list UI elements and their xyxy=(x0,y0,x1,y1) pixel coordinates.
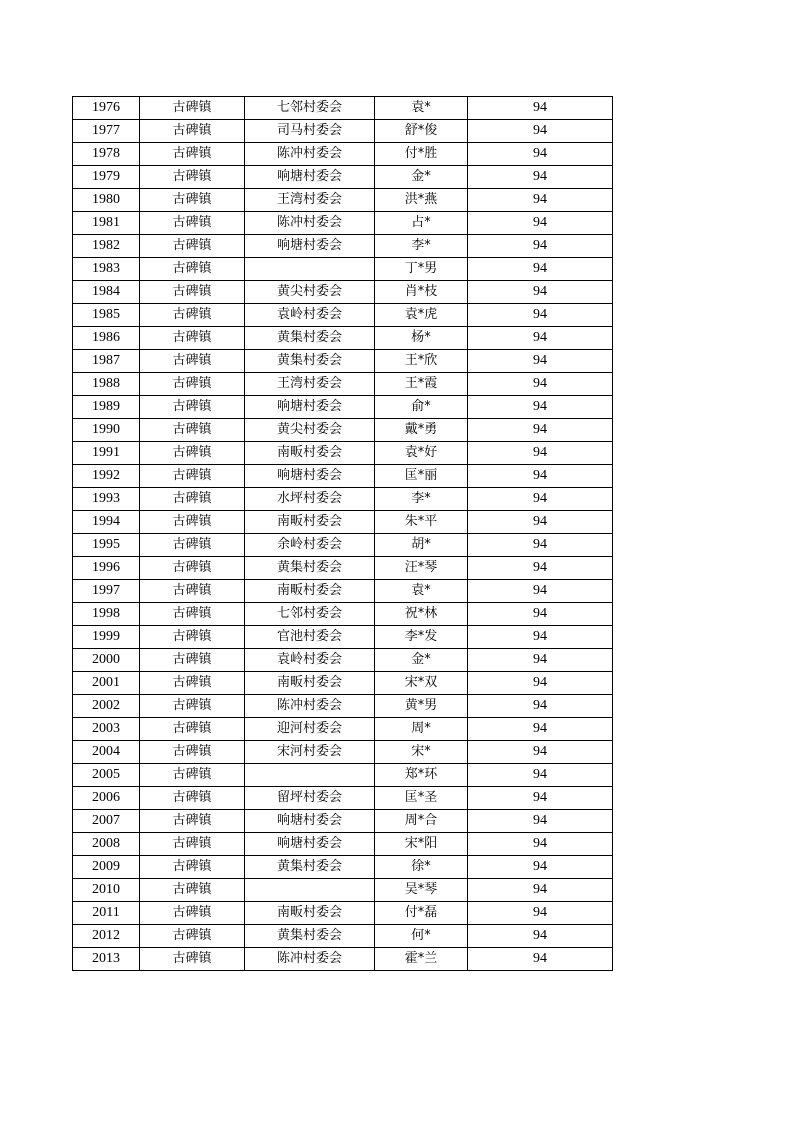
score-cell: 94 xyxy=(468,718,613,741)
person-name-cell: 匡*圣 xyxy=(375,787,468,810)
town-cell: 古碑镇 xyxy=(140,764,245,787)
town-cell: 古碑镇 xyxy=(140,189,245,212)
person-name-cell: 郑*环 xyxy=(375,764,468,787)
row-number-cell: 2013 xyxy=(73,948,140,971)
village-cell: 南畈村委会 xyxy=(245,580,375,603)
village-cell: 司马村委会 xyxy=(245,120,375,143)
score-cell: 94 xyxy=(468,189,613,212)
table-row xyxy=(73,396,613,419)
table-row xyxy=(73,534,613,557)
village-cell: 黄集村委会 xyxy=(245,925,375,948)
village-cell: 陈冲村委会 xyxy=(245,212,375,235)
village-cell: 响塘村委会 xyxy=(245,465,375,488)
score-cell: 94 xyxy=(468,488,613,511)
table-row xyxy=(73,488,613,511)
row-number-cell: 1985 xyxy=(73,304,140,327)
row-number-cell: 1986 xyxy=(73,327,140,350)
village-cell: 袁岭村委会 xyxy=(245,304,375,327)
person-name-cell: 袁*好 xyxy=(375,442,468,465)
town-cell: 古碑镇 xyxy=(140,810,245,833)
table-row xyxy=(73,442,613,465)
score-cell: 94 xyxy=(468,626,613,649)
score-cell: 94 xyxy=(468,695,613,718)
person-name-cell: 袁*虎 xyxy=(375,304,468,327)
town-cell: 古碑镇 xyxy=(140,442,245,465)
town-cell: 古碑镇 xyxy=(140,718,245,741)
person-name-cell: 付*磊 xyxy=(375,902,468,925)
table-row xyxy=(73,97,613,120)
person-name-cell: 霍*兰 xyxy=(375,948,468,971)
village-cell: 宋河村委会 xyxy=(245,741,375,764)
row-number-cell: 2003 xyxy=(73,718,140,741)
score-cell: 94 xyxy=(468,580,613,603)
person-name-cell: 肖*枝 xyxy=(375,281,468,304)
person-name-cell: 李* xyxy=(375,488,468,511)
person-name-cell: 付*胜 xyxy=(375,143,468,166)
row-number-cell: 2009 xyxy=(73,856,140,879)
village-cell: 黄集村委会 xyxy=(245,557,375,580)
row-number-cell: 2004 xyxy=(73,741,140,764)
person-name-cell: 宋* xyxy=(375,741,468,764)
village-cell: 黄集村委会 xyxy=(245,327,375,350)
table-row xyxy=(73,373,613,396)
table-row xyxy=(73,557,613,580)
person-name-cell: 吴*琴 xyxy=(375,879,468,902)
person-name-cell: 徐* xyxy=(375,856,468,879)
score-cell: 94 xyxy=(468,97,613,120)
village-cell: 陈冲村委会 xyxy=(245,948,375,971)
score-cell: 94 xyxy=(468,534,613,557)
score-cell: 94 xyxy=(468,672,613,695)
person-name-cell: 杨* xyxy=(375,327,468,350)
village-cell: 迎河村委会 xyxy=(245,718,375,741)
town-cell: 古碑镇 xyxy=(140,626,245,649)
score-cell: 94 xyxy=(468,511,613,534)
row-number-cell: 1987 xyxy=(73,350,140,373)
row-number-cell: 1991 xyxy=(73,442,140,465)
table-row xyxy=(73,166,613,189)
table-row xyxy=(73,879,613,902)
person-name-cell: 周* xyxy=(375,718,468,741)
person-name-cell: 黄*男 xyxy=(375,695,468,718)
table-row xyxy=(73,672,613,695)
score-cell: 94 xyxy=(468,833,613,856)
table-row xyxy=(73,350,613,373)
person-name-cell: 丁*男 xyxy=(375,258,468,281)
row-number-cell: 1998 xyxy=(73,603,140,626)
row-number-cell: 1982 xyxy=(73,235,140,258)
table-row xyxy=(73,764,613,787)
town-cell: 古碑镇 xyxy=(140,787,245,810)
table-row xyxy=(73,281,613,304)
town-cell: 古碑镇 xyxy=(140,741,245,764)
person-name-cell: 王*霞 xyxy=(375,373,468,396)
table-row xyxy=(73,511,613,534)
town-cell: 古碑镇 xyxy=(140,948,245,971)
row-number-cell: 1976 xyxy=(73,97,140,120)
village-cell: 南畈村委会 xyxy=(245,511,375,534)
row-number-cell: 1979 xyxy=(73,166,140,189)
village-cell: 陈冲村委会 xyxy=(245,695,375,718)
town-cell: 古碑镇 xyxy=(140,281,245,304)
town-cell: 古碑镇 xyxy=(140,465,245,488)
person-name-cell: 李* xyxy=(375,235,468,258)
village-cell: 南畈村委会 xyxy=(245,442,375,465)
village-cell: 七邻村委会 xyxy=(245,603,375,626)
person-name-cell: 宋*阳 xyxy=(375,833,468,856)
row-number-cell: 1997 xyxy=(73,580,140,603)
person-name-cell: 袁* xyxy=(375,97,468,120)
village-cell: 余岭村委会 xyxy=(245,534,375,557)
row-number-cell: 2007 xyxy=(73,810,140,833)
table-row xyxy=(73,603,613,626)
village-cell xyxy=(245,879,375,902)
village-cell: 响塘村委会 xyxy=(245,235,375,258)
table-row xyxy=(73,212,613,235)
row-number-cell: 1981 xyxy=(73,212,140,235)
table-row xyxy=(73,143,613,166)
person-name-cell: 袁* xyxy=(375,580,468,603)
score-cell: 94 xyxy=(468,373,613,396)
village-cell: 官池村委会 xyxy=(245,626,375,649)
row-number-cell: 2008 xyxy=(73,833,140,856)
person-name-cell: 何* xyxy=(375,925,468,948)
person-name-cell: 宋*双 xyxy=(375,672,468,695)
town-cell: 古碑镇 xyxy=(140,212,245,235)
table-row xyxy=(73,925,613,948)
village-cell xyxy=(245,258,375,281)
row-number-cell: 1988 xyxy=(73,373,140,396)
village-cell: 王湾村委会 xyxy=(245,189,375,212)
score-cell: 94 xyxy=(468,925,613,948)
village-cell: 王湾村委会 xyxy=(245,373,375,396)
town-cell: 古碑镇 xyxy=(140,925,245,948)
row-number-cell: 2001 xyxy=(73,672,140,695)
row-number-cell: 2012 xyxy=(73,925,140,948)
village-cell: 七邻村委会 xyxy=(245,97,375,120)
table-row xyxy=(73,304,613,327)
score-cell: 94 xyxy=(468,212,613,235)
score-cell: 94 xyxy=(468,120,613,143)
score-cell: 94 xyxy=(468,304,613,327)
village-cell: 南畈村委会 xyxy=(245,902,375,925)
score-cell: 94 xyxy=(468,787,613,810)
town-cell: 古碑镇 xyxy=(140,695,245,718)
score-cell: 94 xyxy=(468,879,613,902)
score-cell: 94 xyxy=(468,856,613,879)
town-cell: 古碑镇 xyxy=(140,879,245,902)
row-number-cell: 1983 xyxy=(73,258,140,281)
score-cell: 94 xyxy=(468,810,613,833)
village-cell: 黄集村委会 xyxy=(245,856,375,879)
person-name-cell: 洪*燕 xyxy=(375,189,468,212)
score-cell: 94 xyxy=(468,557,613,580)
town-cell: 古碑镇 xyxy=(140,143,245,166)
row-number-cell: 2002 xyxy=(73,695,140,718)
person-name-cell: 金* xyxy=(375,649,468,672)
score-cell: 94 xyxy=(468,741,613,764)
row-number-cell: 1995 xyxy=(73,534,140,557)
row-number-cell: 1999 xyxy=(73,626,140,649)
score-cell: 94 xyxy=(468,281,613,304)
row-number-cell: 2010 xyxy=(73,879,140,902)
town-cell: 古碑镇 xyxy=(140,672,245,695)
score-cell: 94 xyxy=(468,258,613,281)
row-number-cell: 1989 xyxy=(73,396,140,419)
town-cell: 古碑镇 xyxy=(140,580,245,603)
village-cell: 响塘村委会 xyxy=(245,166,375,189)
table-row xyxy=(73,649,613,672)
row-number-cell: 2005 xyxy=(73,764,140,787)
row-number-cell: 1977 xyxy=(73,120,140,143)
table-row xyxy=(73,120,613,143)
table-row xyxy=(73,258,613,281)
person-name-cell: 金* xyxy=(375,166,468,189)
data-table xyxy=(72,96,613,971)
table-row xyxy=(73,465,613,488)
town-cell: 古碑镇 xyxy=(140,902,245,925)
town-cell: 古碑镇 xyxy=(140,327,245,350)
table-row xyxy=(73,580,613,603)
table-row xyxy=(73,189,613,212)
row-number-cell: 1994 xyxy=(73,511,140,534)
village-cell: 响塘村委会 xyxy=(245,396,375,419)
town-cell: 古碑镇 xyxy=(140,97,245,120)
town-cell: 古碑镇 xyxy=(140,166,245,189)
town-cell: 古碑镇 xyxy=(140,373,245,396)
town-cell: 古碑镇 xyxy=(140,649,245,672)
score-cell: 94 xyxy=(468,764,613,787)
table-row xyxy=(73,695,613,718)
person-name-cell: 戴*勇 xyxy=(375,419,468,442)
row-number-cell: 2000 xyxy=(73,649,140,672)
score-cell: 94 xyxy=(468,948,613,971)
person-name-cell: 周*合 xyxy=(375,810,468,833)
village-cell: 陈冲村委会 xyxy=(245,143,375,166)
score-cell: 94 xyxy=(468,419,613,442)
person-name-cell: 朱*平 xyxy=(375,511,468,534)
village-cell: 南畈村委会 xyxy=(245,672,375,695)
village-cell: 响塘村委会 xyxy=(245,833,375,856)
score-cell: 94 xyxy=(468,603,613,626)
town-cell: 古碑镇 xyxy=(140,120,245,143)
town-cell: 古碑镇 xyxy=(140,534,245,557)
score-cell: 94 xyxy=(468,465,613,488)
row-number-cell: 1992 xyxy=(73,465,140,488)
table-row xyxy=(73,327,613,350)
town-cell: 古碑镇 xyxy=(140,258,245,281)
table-row xyxy=(73,810,613,833)
town-cell: 古碑镇 xyxy=(140,488,245,511)
score-cell: 94 xyxy=(468,143,613,166)
town-cell: 古碑镇 xyxy=(140,304,245,327)
score-cell: 94 xyxy=(468,442,613,465)
town-cell: 古碑镇 xyxy=(140,557,245,580)
table-row xyxy=(73,718,613,741)
person-name-cell: 汪*琴 xyxy=(375,557,468,580)
table-row xyxy=(73,626,613,649)
town-cell: 古碑镇 xyxy=(140,511,245,534)
score-cell: 94 xyxy=(468,235,613,258)
table-row xyxy=(73,235,613,258)
village-cell: 水坪村委会 xyxy=(245,488,375,511)
village-cell: 黄集村委会 xyxy=(245,350,375,373)
row-number-cell: 2006 xyxy=(73,787,140,810)
village-cell: 袁岭村委会 xyxy=(245,649,375,672)
town-cell: 古碑镇 xyxy=(140,396,245,419)
score-cell: 94 xyxy=(468,649,613,672)
village-cell: 留坪村委会 xyxy=(245,787,375,810)
town-cell: 古碑镇 xyxy=(140,603,245,626)
village-cell: 黄尖村委会 xyxy=(245,419,375,442)
town-cell: 古碑镇 xyxy=(140,419,245,442)
village-cell: 响塘村委会 xyxy=(245,810,375,833)
table-row xyxy=(73,741,613,764)
table-body xyxy=(73,97,613,971)
table-row xyxy=(73,948,613,971)
person-name-cell: 匡*丽 xyxy=(375,465,468,488)
person-name-cell: 占* xyxy=(375,212,468,235)
row-number-cell: 1978 xyxy=(73,143,140,166)
town-cell: 古碑镇 xyxy=(140,350,245,373)
score-cell: 94 xyxy=(468,396,613,419)
row-number-cell: 1996 xyxy=(73,557,140,580)
score-cell: 94 xyxy=(468,350,613,373)
score-cell: 94 xyxy=(468,166,613,189)
table-row xyxy=(73,902,613,925)
person-name-cell: 胡* xyxy=(375,534,468,557)
score-cell: 94 xyxy=(468,327,613,350)
table-row xyxy=(73,856,613,879)
person-name-cell: 俞* xyxy=(375,396,468,419)
row-number-cell: 1980 xyxy=(73,189,140,212)
person-name-cell: 舒*俊 xyxy=(375,120,468,143)
town-cell: 古碑镇 xyxy=(140,833,245,856)
table-row xyxy=(73,833,613,856)
village-cell: 黄尖村委会 xyxy=(245,281,375,304)
person-name-cell: 祝*林 xyxy=(375,603,468,626)
table-row xyxy=(73,419,613,442)
town-cell: 古碑镇 xyxy=(140,235,245,258)
row-number-cell: 1990 xyxy=(73,419,140,442)
town-cell: 古碑镇 xyxy=(140,856,245,879)
person-name-cell: 王*欣 xyxy=(375,350,468,373)
row-number-cell: 1993 xyxy=(73,488,140,511)
row-number-cell: 2011 xyxy=(73,902,140,925)
score-cell: 94 xyxy=(468,902,613,925)
person-name-cell: 李*发 xyxy=(375,626,468,649)
row-number-cell: 1984 xyxy=(73,281,140,304)
village-cell xyxy=(245,764,375,787)
table-row xyxy=(73,787,613,810)
